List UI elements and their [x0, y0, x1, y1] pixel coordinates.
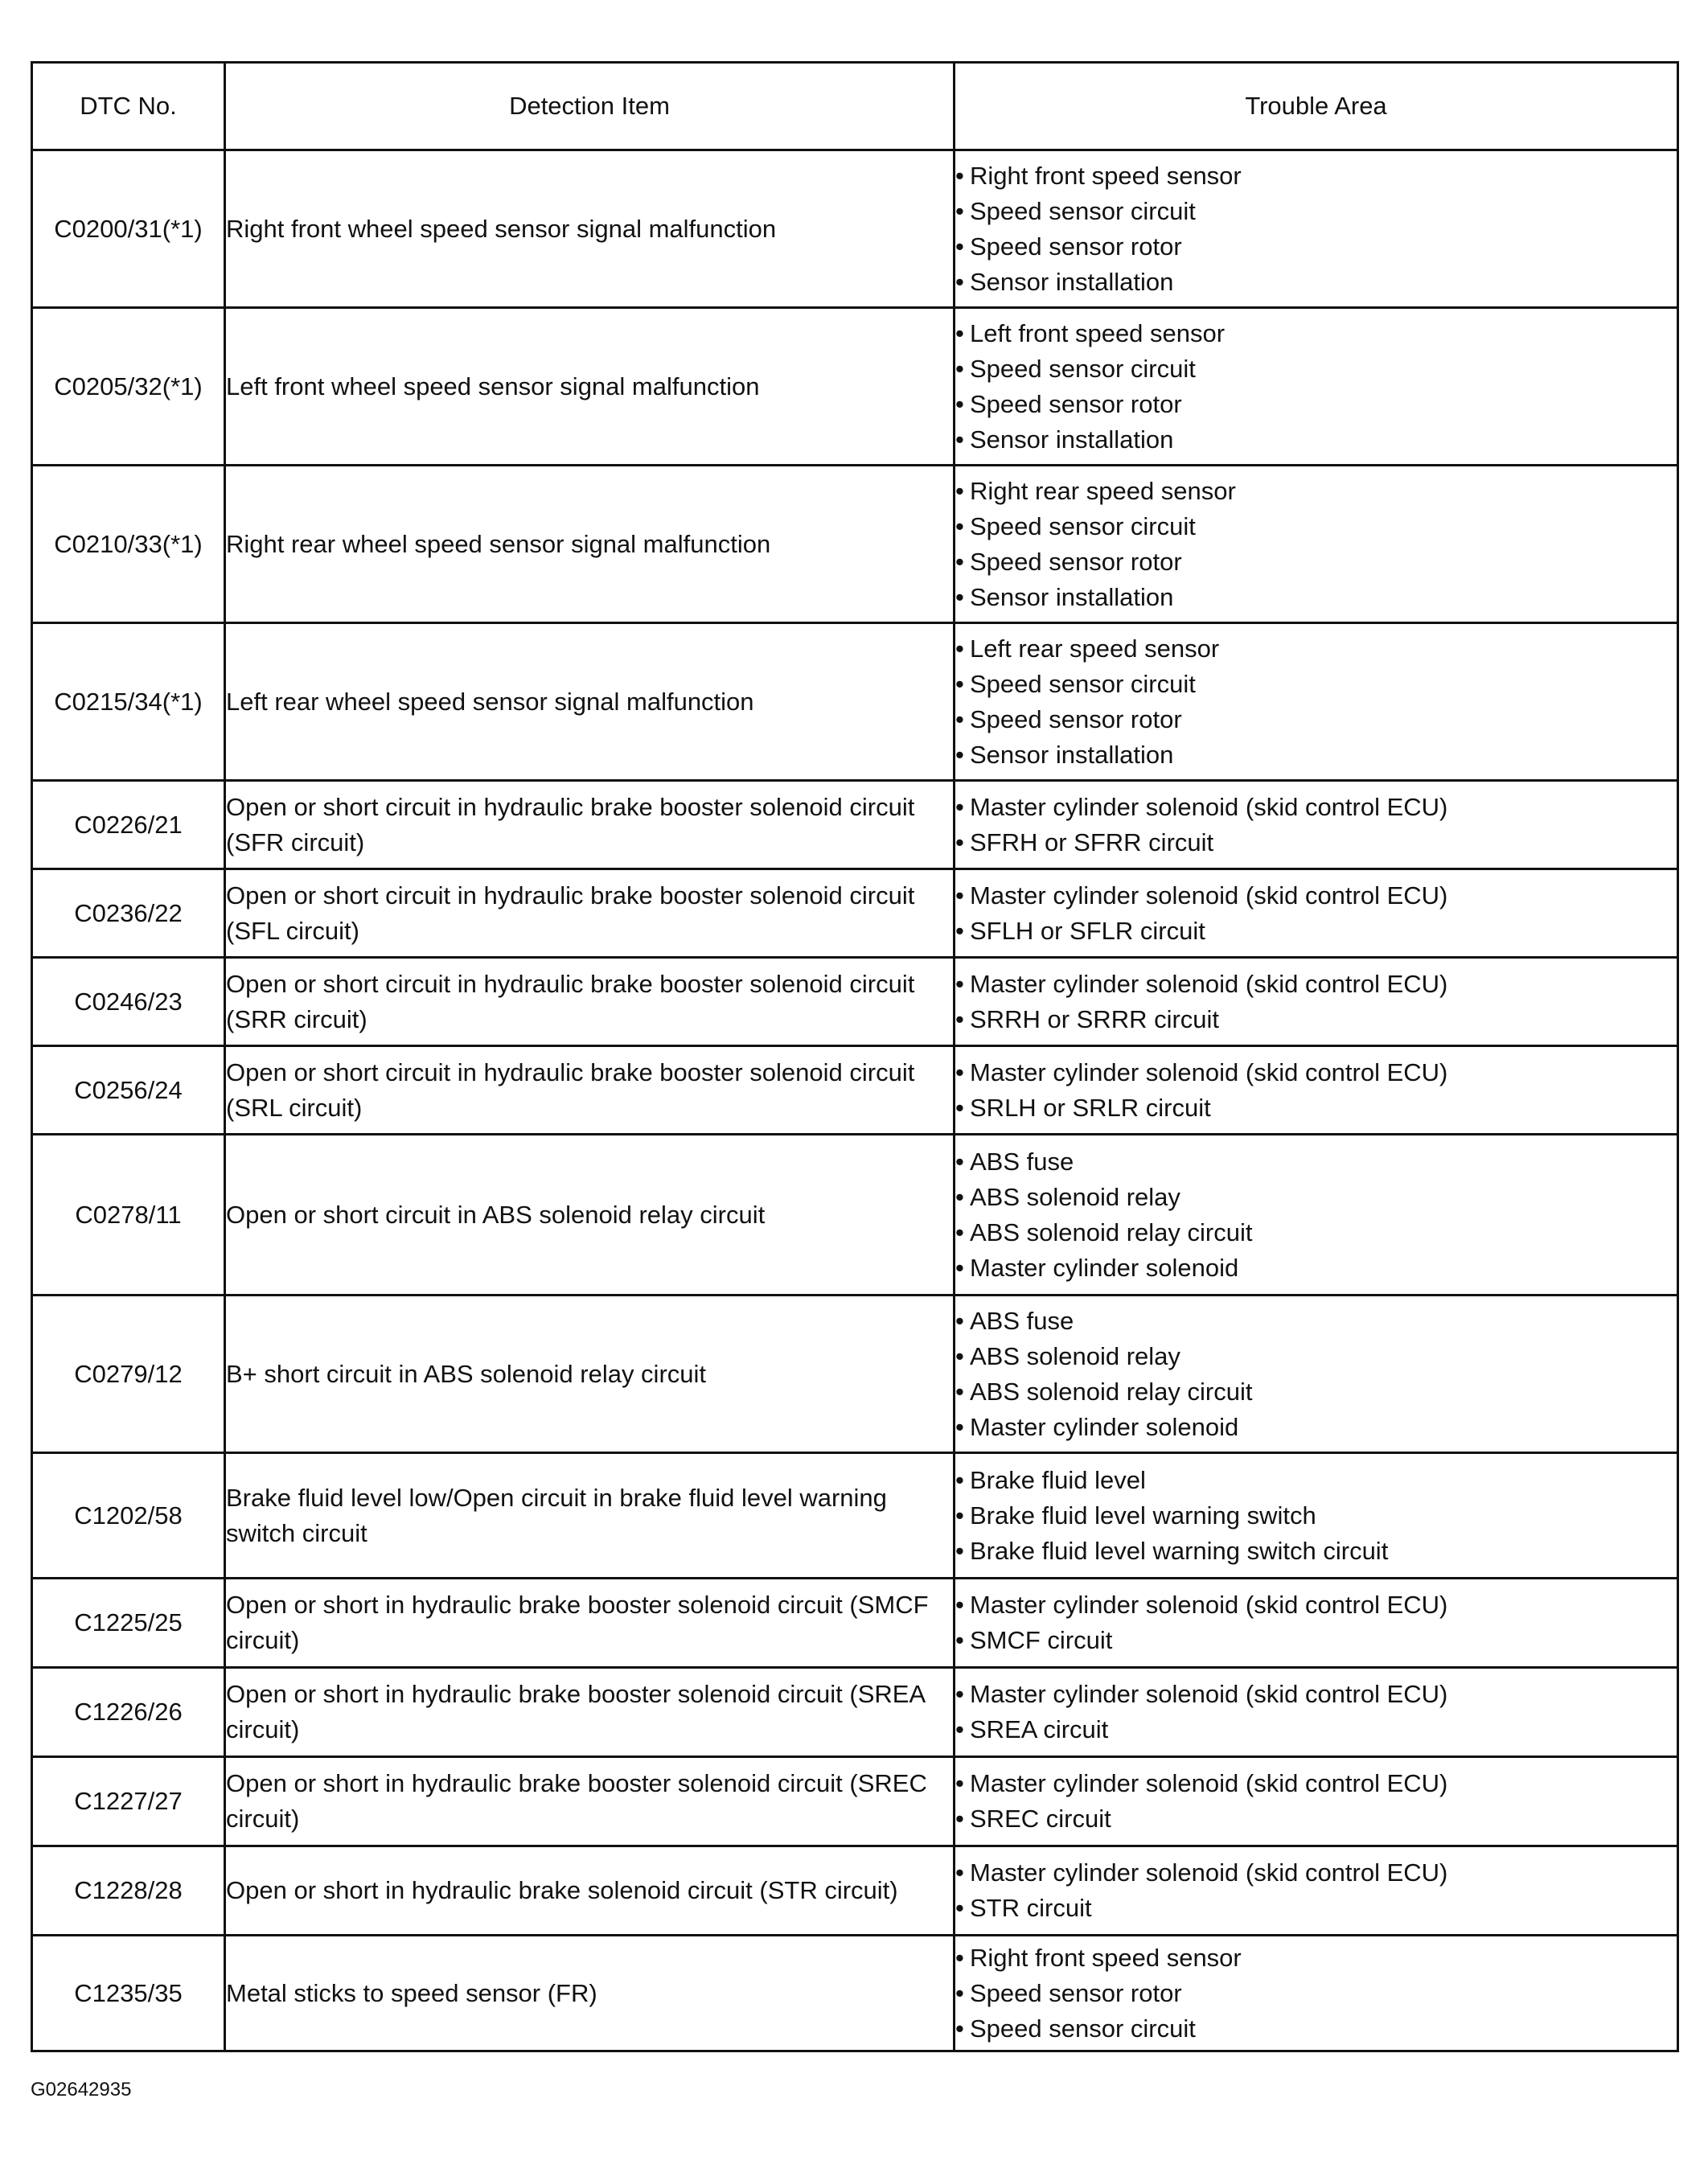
- table-row: [32, 308, 1678, 466]
- table-body: [32, 150, 1678, 2051]
- detection-item-cell: Open or short circuit in hydraulic brake booster solenoid circuit (SFR circuit): [225, 781, 955, 869]
- trouble-area-list: [955, 316, 1677, 458]
- trouble-area-item: • Left rear speed sensor: [955, 631, 1677, 667]
- dtc-code-cell: C1226/26: [32, 1668, 225, 1757]
- trouble-area-item: • Speed sensor circuit: [955, 509, 1677, 544]
- trouble-area-cell: [955, 466, 1678, 623]
- detection-item-cell: Left front wheel speed sensor signal malfunction: [225, 308, 955, 466]
- trouble-area-cell: [955, 869, 1678, 958]
- dtc-code-cell: C0215/34(*1): [32, 623, 225, 781]
- trouble-area-cell: [955, 1936, 1678, 2051]
- table-row: [32, 150, 1678, 308]
- trouble-area-item: • SREA circuit: [955, 1712, 1677, 1747]
- trouble-area-item: • Right rear speed sensor: [955, 474, 1677, 509]
- dtc-code-cell: C0236/22: [32, 869, 225, 958]
- trouble-area-item: • ABS solenoid relay circuit: [955, 1374, 1677, 1410]
- dtc-code-cell: C1228/28: [32, 1846, 225, 1936]
- detection-item-cell: Brake fluid level low/Open circuit in brake fluid level warning switch circuit: [225, 1453, 955, 1579]
- dtc-code-cell: C0210/33(*1): [32, 466, 225, 623]
- detection-item-cell: Open or short circuit in hydraulic brake booster solenoid circuit (SRL circuit): [225, 1046, 955, 1135]
- trouble-area-cell: [955, 781, 1678, 869]
- trouble-area-item: • ABS solenoid relay: [955, 1180, 1677, 1215]
- trouble-area-cell: [955, 1757, 1678, 1846]
- table-row: [32, 869, 1678, 958]
- dtc-code-cell: C1225/25: [32, 1579, 225, 1668]
- trouble-area-item: • Master cylinder solenoid (skid control ECU): [955, 1587, 1677, 1623]
- table-row: [32, 1579, 1678, 1668]
- trouble-area-list: [955, 1855, 1677, 1926]
- detection-item-cell: Open or short circuit in hydraulic brake booster solenoid circuit (SRR circuit): [225, 958, 955, 1046]
- dtc-table: [31, 61, 1679, 2052]
- trouble-area-item: • Speed sensor circuit: [955, 667, 1677, 702]
- table-row: [32, 466, 1678, 623]
- trouble-area-item: • Speed sensor circuit: [955, 351, 1677, 387]
- trouble-area-item: • SMCF circuit: [955, 1623, 1677, 1658]
- trouble-area-list: [955, 878, 1677, 949]
- trouble-area-list: [955, 1144, 1677, 1286]
- trouble-area-item: • SRRH or SRRR circuit: [955, 1002, 1677, 1037]
- trouble-area-cell: [955, 1579, 1678, 1668]
- trouble-area-item: • SREC circuit: [955, 1801, 1677, 1837]
- trouble-area-list: [955, 1940, 1677, 2047]
- trouble-area-cell: [955, 1046, 1678, 1135]
- trouble-area-item: • Master cylinder solenoid: [955, 1410, 1677, 1445]
- trouble-area-item: • ABS solenoid relay: [955, 1339, 1677, 1374]
- trouble-area-item: • Master cylinder solenoid: [955, 1250, 1677, 1286]
- trouble-area-cell: [955, 150, 1678, 308]
- table-row: [32, 1668, 1678, 1757]
- table-row: [32, 1757, 1678, 1846]
- trouble-area-item: • Speed sensor rotor: [955, 1976, 1677, 2011]
- trouble-area-item: • Brake fluid level warning switch circuit: [955, 1534, 1677, 1569]
- trouble-area-item: • Master cylinder solenoid (skid control ECU): [955, 1677, 1677, 1712]
- table-row: [32, 1453, 1678, 1579]
- trouble-area-list: [955, 790, 1677, 860]
- trouble-area-cell: [955, 623, 1678, 781]
- trouble-area-item: • SFRH or SFRR circuit: [955, 825, 1677, 860]
- dtc-code-cell: C0205/32(*1): [32, 308, 225, 466]
- table-row: [32, 623, 1678, 781]
- table-row: [32, 781, 1678, 869]
- trouble-area-item: • Speed sensor circuit: [955, 2011, 1677, 2047]
- trouble-area-cell: [955, 1296, 1678, 1453]
- table-row: [32, 1046, 1678, 1135]
- detection-item-cell: Open or short in hydraulic brake booster solenoid circuit (SREA circuit): [225, 1668, 955, 1757]
- trouble-area-list: [955, 1463, 1677, 1569]
- detection-item-cell: Right rear wheel speed sensor signal malfunction: [225, 466, 955, 623]
- trouble-area-item: • SFLH or SFLR circuit: [955, 914, 1677, 949]
- trouble-area-list: [955, 1304, 1677, 1445]
- trouble-area-item: • Master cylinder solenoid (skid control ECU): [955, 878, 1677, 914]
- dtc-code-cell: C1235/35: [32, 1936, 225, 2051]
- detection-item-cell: Left rear wheel speed sensor signal malfunction: [225, 623, 955, 781]
- trouble-area-cell: [955, 958, 1678, 1046]
- trouble-area-list: [955, 1677, 1677, 1747]
- trouble-area-item: • Master cylinder solenoid (skid control ECU): [955, 1055, 1677, 1090]
- detection-item-cell: Open or short in hydraulic brake booster solenoid circuit (SMCF circuit): [225, 1579, 955, 1668]
- trouble-area-item: • Sensor installation: [955, 265, 1677, 300]
- detection-item-cell: Open or short in hydraulic brake solenoid circuit (STR circuit): [225, 1846, 955, 1936]
- trouble-area-cell: [955, 1453, 1678, 1579]
- dtc-code-cell: C1227/27: [32, 1757, 225, 1846]
- detection-item-cell: B+ short circuit in ABS solenoid relay circuit: [225, 1296, 955, 1453]
- trouble-area-list: [955, 474, 1677, 615]
- trouble-area-item: • STR circuit: [955, 1891, 1677, 1926]
- trouble-area-item: • Brake fluid level: [955, 1463, 1677, 1498]
- trouble-area-list: [955, 1587, 1677, 1658]
- trouble-area-cell: [955, 1135, 1678, 1296]
- trouble-area-item: • Speed sensor rotor: [955, 702, 1677, 737]
- detection-item-cell: Open or short in hydraulic brake booster solenoid circuit (SREC circuit): [225, 1757, 955, 1846]
- trouble-area-item: • ABS fuse: [955, 1304, 1677, 1339]
- table-header-row: [32, 63, 1678, 150]
- trouble-area-item: • ABS fuse: [955, 1144, 1677, 1180]
- trouble-area-item: • Master cylinder solenoid (skid control ECU): [955, 790, 1677, 825]
- trouble-area-item: • Right front speed sensor: [955, 158, 1677, 194]
- dtc-code-cell: C0278/11: [32, 1135, 225, 1296]
- header-trouble-area: Trouble Area: [955, 63, 1678, 150]
- dtc-code-cell: C0246/23: [32, 958, 225, 1046]
- table-row: [32, 1135, 1678, 1296]
- trouble-area-item: • Right front speed sensor: [955, 1940, 1677, 1976]
- trouble-area-cell: [955, 1846, 1678, 1936]
- trouble-area-item: • SRLH or SRLR circuit: [955, 1090, 1677, 1126]
- detection-item-cell: Open or short circuit in hydraulic brake booster solenoid circuit (SFL circuit): [225, 869, 955, 958]
- dtc-code-cell: C0256/24: [32, 1046, 225, 1135]
- trouble-area-item: • Master cylinder solenoid (skid control ECU): [955, 1855, 1677, 1891]
- trouble-area-item: • Speed sensor rotor: [955, 544, 1677, 580]
- trouble-area-item: • Speed sensor rotor: [955, 387, 1677, 422]
- trouble-area-item: • Speed sensor rotor: [955, 229, 1677, 265]
- detection-item-cell: Metal sticks to speed sensor (FR): [225, 1936, 955, 2051]
- trouble-area-item: • Master cylinder solenoid (skid control ECU): [955, 967, 1677, 1002]
- dtc-code-cell: C0279/12: [32, 1296, 225, 1453]
- figure-id: G02642935: [31, 2079, 132, 2100]
- trouble-area-item: • Left front speed sensor: [955, 316, 1677, 351]
- table-row: [32, 1846, 1678, 1936]
- dtc-code-cell: C0200/31(*1): [32, 150, 225, 308]
- detection-item-cell: Right front wheel speed sensor signal malfunction: [225, 150, 955, 308]
- trouble-area-item: • Master cylinder solenoid (skid control ECU): [955, 1766, 1677, 1801]
- header-dtc-no: DTC No.: [32, 63, 225, 150]
- trouble-area-list: [955, 1766, 1677, 1837]
- trouble-area-item: • Sensor installation: [955, 580, 1677, 615]
- trouble-area-item: • Sensor installation: [955, 422, 1677, 458]
- trouble-area-cell: [955, 1668, 1678, 1757]
- trouble-area-item: • Speed sensor circuit: [955, 194, 1677, 229]
- dtc-code-cell: C0226/21: [32, 781, 225, 869]
- trouble-area-list: [955, 631, 1677, 773]
- table-row: [32, 1936, 1678, 2051]
- trouble-area-list: [955, 158, 1677, 300]
- trouble-area-cell: [955, 308, 1678, 466]
- table-row: [32, 958, 1678, 1046]
- header-detection-item: Detection Item: [225, 63, 955, 150]
- dtc-code-cell: C1202/58: [32, 1453, 225, 1579]
- trouble-area-item: • Brake fluid level warning switch: [955, 1498, 1677, 1534]
- trouble-area-item: • ABS solenoid relay circuit: [955, 1215, 1677, 1250]
- detection-item-cell: Open or short circuit in ABS solenoid relay circuit: [225, 1135, 955, 1296]
- trouble-area-item: • Sensor installation: [955, 737, 1677, 773]
- table-row: [32, 1296, 1678, 1453]
- trouble-area-list: [955, 1055, 1677, 1126]
- trouble-area-list: [955, 967, 1677, 1037]
